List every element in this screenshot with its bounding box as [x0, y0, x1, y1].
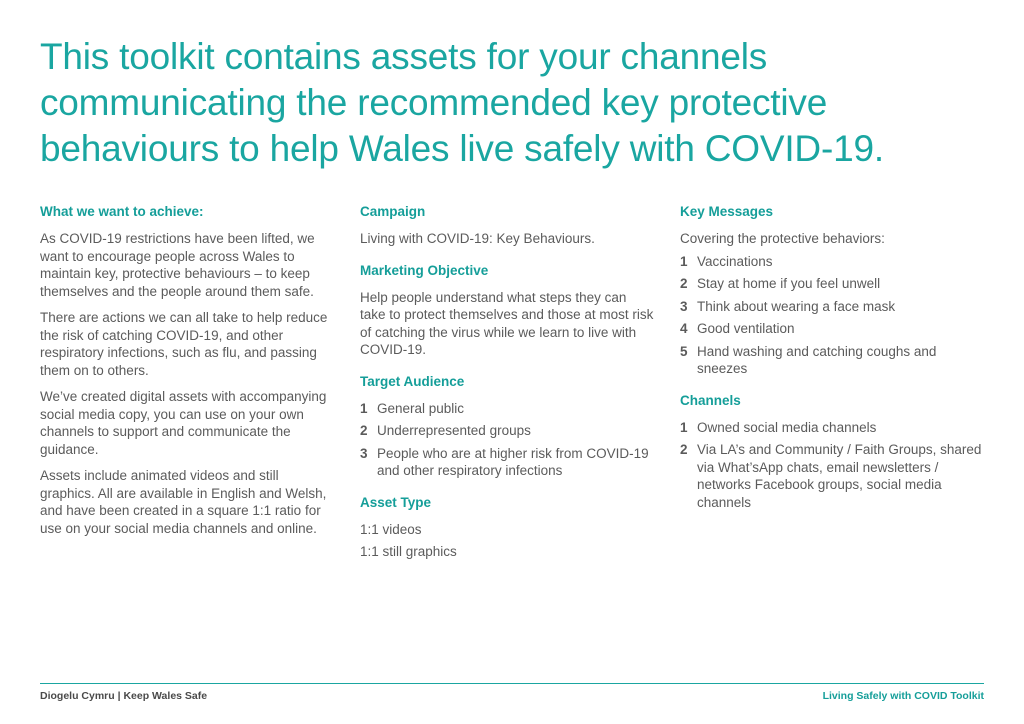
- list-item: [680, 320, 985, 338]
- messages-list: [680, 253, 985, 378]
- footer-divider: [40, 683, 984, 684]
- item-text: Owned social media channels: [697, 419, 877, 435]
- list-item: [680, 441, 985, 511]
- campaign-section: [360, 203, 655, 248]
- campaign-text: Living with COVID-19: Key Behaviours.: [360, 231, 595, 246]
- list-item: [360, 422, 655, 440]
- item-number: 1: [680, 253, 688, 269]
- item-number: 1: [360, 400, 368, 416]
- audience-list: [360, 400, 655, 480]
- messages-section: [680, 203, 985, 378]
- achieve-paragraph: As COVID-19 restrictions have been lifted, we want to encourage people across Wales to maintain key, protective behaviours – to keep themselves and the people around them safe.: [40, 231, 315, 299]
- achieve-title: What we want to achieve:: [40, 204, 204, 219]
- channels-list: [680, 419, 985, 512]
- item-number: 4: [680, 321, 688, 336]
- list-item: [680, 343, 985, 378]
- item-number: 2: [360, 423, 368, 438]
- item-number: 1: [680, 419, 688, 435]
- list-item: [680, 275, 985, 293]
- column-messages: [680, 203, 985, 525]
- objective-text: Help people understand what steps they can take to protect themselves and those at most risk of catching the virus while we learn to live with COVID-19.: [360, 289, 654, 357]
- column-campaign: [360, 203, 655, 575]
- channels-title: Channels: [680, 392, 741, 408]
- item-text: Underrepresented groups: [377, 423, 531, 438]
- item-text: General public: [377, 400, 465, 416]
- list-item: [680, 253, 985, 271]
- campaign-title: Campaign: [360, 204, 426, 219]
- asset-type-item: 1:1 still graphics: [360, 544, 457, 559]
- item-text: Vaccinations: [697, 253, 773, 269]
- footer-brand: Diogelu Cymru | Keep Wales Safe: [40, 690, 208, 702]
- achieve-paragraph: We’ve created digital assets with accompanying social media copy, you can use on your own channels to support and communicate the guidance.: [40, 389, 327, 457]
- achieve-paragraph: Assets include animated videos and still graphics. All are available in English and Welsh, and have been created in a square 1:1 ratio for use on your social media channels and online.: [40, 468, 327, 536]
- item-number: 3: [360, 445, 368, 461]
- footer-doc-title: Living Safely with COVID Toolkit: [822, 690, 984, 702]
- item-number: 5: [680, 343, 688, 359]
- column-achieve: [40, 203, 332, 546]
- item-text: Stay at home if you feel unwell: [697, 276, 881, 291]
- audience-section: [360, 373, 655, 480]
- list-item: [360, 445, 655, 480]
- channels-section: [680, 392, 985, 512]
- page-headline: This toolkit contains assets for your channels communicating the recommended key protective behaviours to help Wales live safely with COVID-19.: [40, 36, 884, 169]
- list-item: [680, 419, 985, 437]
- list-item: [680, 298, 985, 316]
- objective-section: [360, 262, 655, 359]
- list-item: [360, 400, 655, 418]
- item-text: Hand washing and catching coughs and sneezes: [697, 343, 937, 376]
- item-text: Via LA’s and Community / Faith Groups, shared via What’sApp chats, email newsletters / networks Facebook groups, social media channels: [697, 442, 982, 510]
- objective-title: Marketing Objective: [360, 262, 489, 278]
- audience-title: Target Audience: [360, 373, 465, 389]
- item-text: Think about wearing a face mask: [697, 298, 896, 314]
- asset-type-item: 1:1 videos: [360, 521, 422, 537]
- item-text: Good ventilation: [697, 321, 795, 336]
- messages-lead: Covering the protective behaviors:: [680, 231, 885, 246]
- asset-type-section: [360, 494, 655, 561]
- item-number: 2: [680, 442, 688, 457]
- item-number: 2: [680, 276, 688, 291]
- messages-title: Key Messages: [680, 204, 774, 219]
- achieve-paragraph: There are actions we can all take to help reduce the risk of catching COVID-19, and other respiratory infections, such as flu, and passing them on to others.: [40, 310, 328, 378]
- asset-type-title: Asset Type: [360, 494, 432, 510]
- item-text: People who are at higher risk from COVID-19 and other respiratory infections: [377, 445, 649, 478]
- item-number: 3: [680, 298, 688, 314]
